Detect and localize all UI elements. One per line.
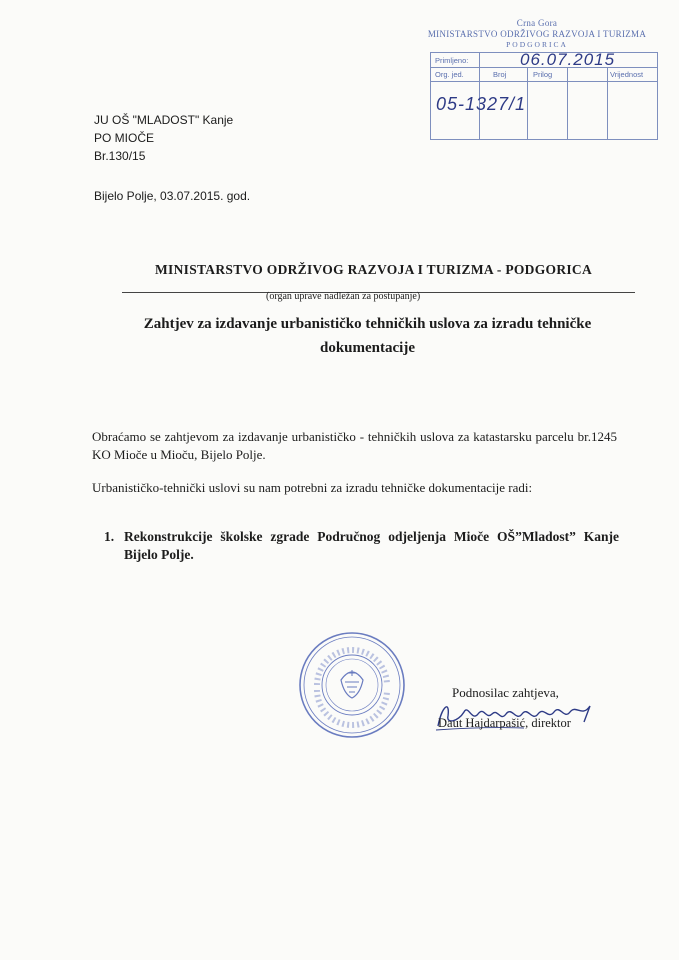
signature-label: Podnosilac zahtjeva, xyxy=(452,685,559,700)
list-item-number: 1. xyxy=(104,529,115,544)
signatory-name: Daut Hajdarpašić, direktor xyxy=(438,716,571,730)
attachment-label: Prilog xyxy=(533,70,553,79)
sender-ref-number: Br.130/15 xyxy=(94,149,146,163)
number-label: Broj xyxy=(493,70,507,79)
list-item-text: Rekonstrukcije školske zgrade Područnog odjeljenja Mioče OŠ”Mladost” Kanje Bijelo Polje. xyxy=(124,529,619,562)
organ-note: (organ uprave nadležan za postupanje) xyxy=(266,291,421,302)
stamp-header-ministry: MINISTARSTVO ODRŽIVOG RAZVOJA I TURIZMA xyxy=(427,29,647,39)
stamp-header-country: Crna Gora xyxy=(516,18,558,28)
received-label: Primljeno: xyxy=(435,56,469,65)
sender-unit: PO MIOČE xyxy=(94,131,155,145)
sender-school: JU OŠ "MLADOST" Kanje xyxy=(94,113,234,127)
body-paragraph-1: Obraćamo se zahtjevom za izdavanje urbanističko - tehničkih uslova za katastarsku parcelu br.1245 KO Mioče u Mioču, Bijelo Polje. xyxy=(92,429,617,462)
subject-line-1: Zahtjev za izdavanje urbanističko tehničkih uslova za izradu tehničke xyxy=(143,316,592,332)
subject-title xyxy=(120,312,615,360)
stamp-header-city: PODGORICA xyxy=(506,40,568,49)
body-paragraph-2: Urbanističko-tehnički uslovi su nam potrebni za izradu tehničke dokumentacije radi: xyxy=(92,480,533,495)
subject-line-2: dokumentacije xyxy=(320,340,415,356)
official-seal-icon xyxy=(297,630,407,740)
recipient-ministry: MINISTARSTVO ODRŽIVOG RAZVOJA I TURIZMA - PODGORICA xyxy=(155,262,593,277)
registration-stamp xyxy=(418,18,656,122)
org-unit-label: Org. jed. xyxy=(435,70,464,79)
sender-place-date: Bijelo Polje, 03.07.2015. god. xyxy=(94,189,251,203)
registration-number-handwritten: 05-1327/1 xyxy=(436,94,527,114)
received-date-handwritten: 06.07.2015 xyxy=(520,50,616,69)
value-label: Vrijednost xyxy=(610,70,644,79)
